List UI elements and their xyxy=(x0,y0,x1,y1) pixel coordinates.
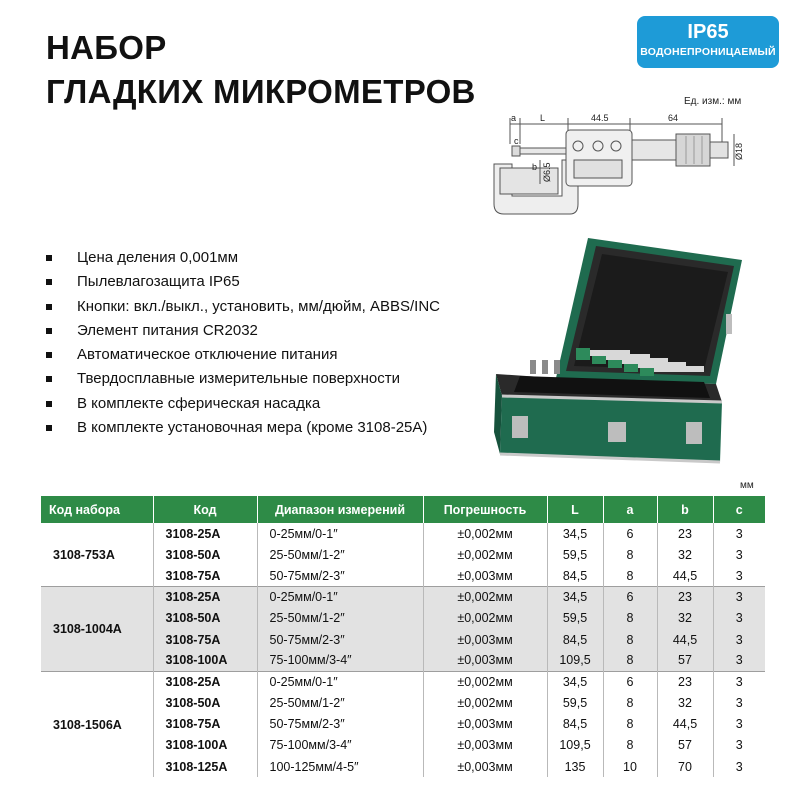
feature-item xyxy=(46,416,440,440)
accuracy-cell: ±0,003мм xyxy=(423,714,547,735)
b-cell: 57 xyxy=(657,735,713,756)
feature-item xyxy=(46,270,440,294)
code-cell: 3108-75A xyxy=(153,629,257,650)
feature-text: В комплекте сферическая насадка xyxy=(77,394,321,412)
range-cell: 25-50мм/1-2″ xyxy=(257,608,423,629)
a-cell: 8 xyxy=(603,714,657,735)
a-cell: 8 xyxy=(603,544,657,565)
a-cell: 8 xyxy=(603,735,657,756)
accuracy-cell: ±0,002мм xyxy=(423,523,547,544)
b-cell: 44,5 xyxy=(657,714,713,735)
L-cell: 135 xyxy=(547,756,603,777)
a-cell: 10 xyxy=(603,756,657,777)
feature-item xyxy=(46,246,440,270)
c-cell: 3 xyxy=(713,544,765,565)
feature-text: В комплекте установочная мера (кроме 3108-25A) xyxy=(77,419,428,437)
code-cell: 3108-75A xyxy=(153,714,257,735)
table-row xyxy=(41,671,765,692)
L-cell: 109,5 xyxy=(547,735,603,756)
kit-code-cell: 3108-753A xyxy=(41,523,153,587)
b-cell: 44,5 xyxy=(657,629,713,650)
c-cell: 3 xyxy=(713,735,765,756)
b-cell: 32 xyxy=(657,608,713,629)
L-cell: 84,5 xyxy=(547,629,603,650)
a-cell: 6 xyxy=(603,587,657,608)
a-cell: 8 xyxy=(603,608,657,629)
feature-item xyxy=(46,319,440,343)
code-cell: 3108-25A xyxy=(153,587,257,608)
L-cell: 34,5 xyxy=(547,671,603,692)
dim-64: 64 xyxy=(668,113,679,123)
code-cell: 3108-100A xyxy=(153,735,257,756)
c-cell: 3 xyxy=(713,523,765,544)
feature-text: Цена деления 0,001мм xyxy=(77,249,239,266)
drawing-units-label: Ед. изм.: мм xyxy=(684,96,742,107)
table-header-row xyxy=(41,496,765,523)
bullet-icon xyxy=(46,328,52,334)
range-cell: 50-75мм/2-3″ xyxy=(257,629,423,650)
feature-list xyxy=(46,246,440,440)
feature-text: Пылевлагозащита IP65 xyxy=(77,273,240,291)
bullet-icon xyxy=(46,279,52,285)
L-cell: 59,5 xyxy=(547,608,603,629)
b-cell: 44,5 xyxy=(657,565,713,586)
feature-item xyxy=(46,367,440,391)
dim-L: L xyxy=(540,113,546,123)
feature-text: Твердосплавные измерительные поверхности xyxy=(77,370,400,388)
specs-table xyxy=(41,496,765,777)
dim-44-5: 44.5 xyxy=(591,113,609,123)
c-cell: 3 xyxy=(713,714,765,735)
table-row xyxy=(41,523,765,544)
c-cell: 3 xyxy=(713,587,765,608)
a-cell: 8 xyxy=(603,565,657,586)
accuracy-cell: ±0,003мм xyxy=(423,735,547,756)
code-cell: 3108-125A xyxy=(153,756,257,777)
L-cell: 59,5 xyxy=(547,693,603,714)
code-cell: 3108-75A xyxy=(153,565,257,586)
bullet-icon xyxy=(46,376,52,382)
b-cell: 32 xyxy=(657,693,713,714)
col-code: Код xyxy=(153,496,257,523)
range-cell: 25-50мм/1-2″ xyxy=(257,693,423,714)
c-cell: 3 xyxy=(713,650,765,671)
L-cell: 84,5 xyxy=(547,565,603,586)
feature-text: Элемент питания CR2032 xyxy=(77,321,258,339)
dim-phi-18: Ø18 xyxy=(734,142,744,160)
bullet-icon xyxy=(46,401,52,407)
accuracy-cell: ±0,003мм xyxy=(423,629,547,650)
code-cell: 3108-25A xyxy=(153,523,257,544)
L-cell: 109,5 xyxy=(547,650,603,671)
b-cell: 32 xyxy=(657,544,713,565)
accuracy-cell: ±0,002мм xyxy=(423,544,547,565)
a-cell: 8 xyxy=(603,629,657,650)
a-cell: 6 xyxy=(603,671,657,692)
accuracy-cell: ±0,002мм xyxy=(423,671,547,692)
col-kit-code: Код набора xyxy=(41,496,153,523)
dim-phi-6-5: Ø6.5 xyxy=(542,162,552,182)
a-cell: 8 xyxy=(603,693,657,714)
badge-sub-text: ВОДОНЕПРОНИЦАЕМЫЙ xyxy=(640,46,776,58)
table-row xyxy=(41,587,765,608)
b-cell: 23 xyxy=(657,671,713,692)
c-cell: 3 xyxy=(713,671,765,692)
col-accuracy: Погрешность xyxy=(423,496,547,523)
col-b: b xyxy=(657,496,713,523)
a-cell: 6 xyxy=(603,523,657,544)
bullet-icon xyxy=(46,304,52,310)
a-cell: 8 xyxy=(603,650,657,671)
dim-b: b xyxy=(532,162,538,172)
range-cell: 0-25мм/0-1″ xyxy=(257,523,423,544)
badge-main-text: IP65 xyxy=(687,21,729,43)
accuracy-cell: ±0,002мм xyxy=(423,587,547,608)
range-cell: 50-75мм/2-3″ xyxy=(257,565,423,586)
accuracy-cell: ±0,003мм xyxy=(423,650,547,671)
range-cell: 100-125мм/4-5″ xyxy=(257,756,423,777)
c-cell: 3 xyxy=(713,565,765,586)
c-cell: 3 xyxy=(713,756,765,777)
feature-item xyxy=(46,295,440,319)
feature-text: Кнопки: вкл./выкл., установить, мм/дюйм, ABBS/INC xyxy=(77,297,440,315)
micrometer-dimension-drawing xyxy=(490,104,750,222)
ip65-badge xyxy=(637,16,779,68)
title-line-1: НАБОР xyxy=(46,29,167,66)
code-cell: 3108-50A xyxy=(153,693,257,714)
b-cell: 23 xyxy=(657,523,713,544)
bullet-icon xyxy=(46,425,52,431)
accuracy-cell: ±0,002мм xyxy=(423,693,547,714)
col-L: L xyxy=(547,496,603,523)
accuracy-cell: ±0,002мм xyxy=(423,608,547,629)
col-c: c xyxy=(713,496,765,523)
kit-code-cell: 3108-1506A xyxy=(41,671,153,777)
table-unit-label: мм xyxy=(740,480,754,491)
range-cell: 50-75мм/2-3″ xyxy=(257,714,423,735)
bullet-icon xyxy=(46,352,52,358)
feature-text: Автоматическое отключение питания xyxy=(77,346,338,364)
col-a: a xyxy=(603,496,657,523)
col-range: Диапазон измерений xyxy=(257,496,423,523)
c-cell: 3 xyxy=(713,608,765,629)
L-cell: 59,5 xyxy=(547,544,603,565)
dim-a: a xyxy=(511,113,517,123)
kit-code-cell: 3108-1004A xyxy=(41,587,153,672)
range-cell: 75-100мм/3-4″ xyxy=(257,650,423,671)
dim-c: c xyxy=(514,136,519,146)
L-cell: 34,5 xyxy=(547,587,603,608)
code-cell: 3108-50A xyxy=(153,608,257,629)
accuracy-cell: ±0,003мм xyxy=(423,756,547,777)
title-line-2: ГЛАДКИХ МИКРОМЕТРОВ xyxy=(46,73,476,110)
feature-item xyxy=(46,392,440,416)
page-title xyxy=(46,26,476,114)
L-cell: 34,5 xyxy=(547,523,603,544)
bullet-icon xyxy=(46,255,52,261)
code-cell: 3108-25A xyxy=(153,671,257,692)
code-cell: 3108-50A xyxy=(153,544,257,565)
micrometer-case-image xyxy=(490,226,750,476)
b-cell: 70 xyxy=(657,756,713,777)
code-cell: 3108-100A xyxy=(153,650,257,671)
b-cell: 57 xyxy=(657,650,713,671)
b-cell: 23 xyxy=(657,587,713,608)
range-cell: 0-25мм/0-1″ xyxy=(257,587,423,608)
feature-item xyxy=(46,343,440,367)
L-cell: 84,5 xyxy=(547,714,603,735)
range-cell: 75-100мм/3-4″ xyxy=(257,735,423,756)
c-cell: 3 xyxy=(713,629,765,650)
c-cell: 3 xyxy=(713,693,765,714)
accuracy-cell: ±0,003мм xyxy=(423,565,547,586)
range-cell: 25-50мм/1-2″ xyxy=(257,544,423,565)
range-cell: 0-25мм/0-1″ xyxy=(257,671,423,692)
